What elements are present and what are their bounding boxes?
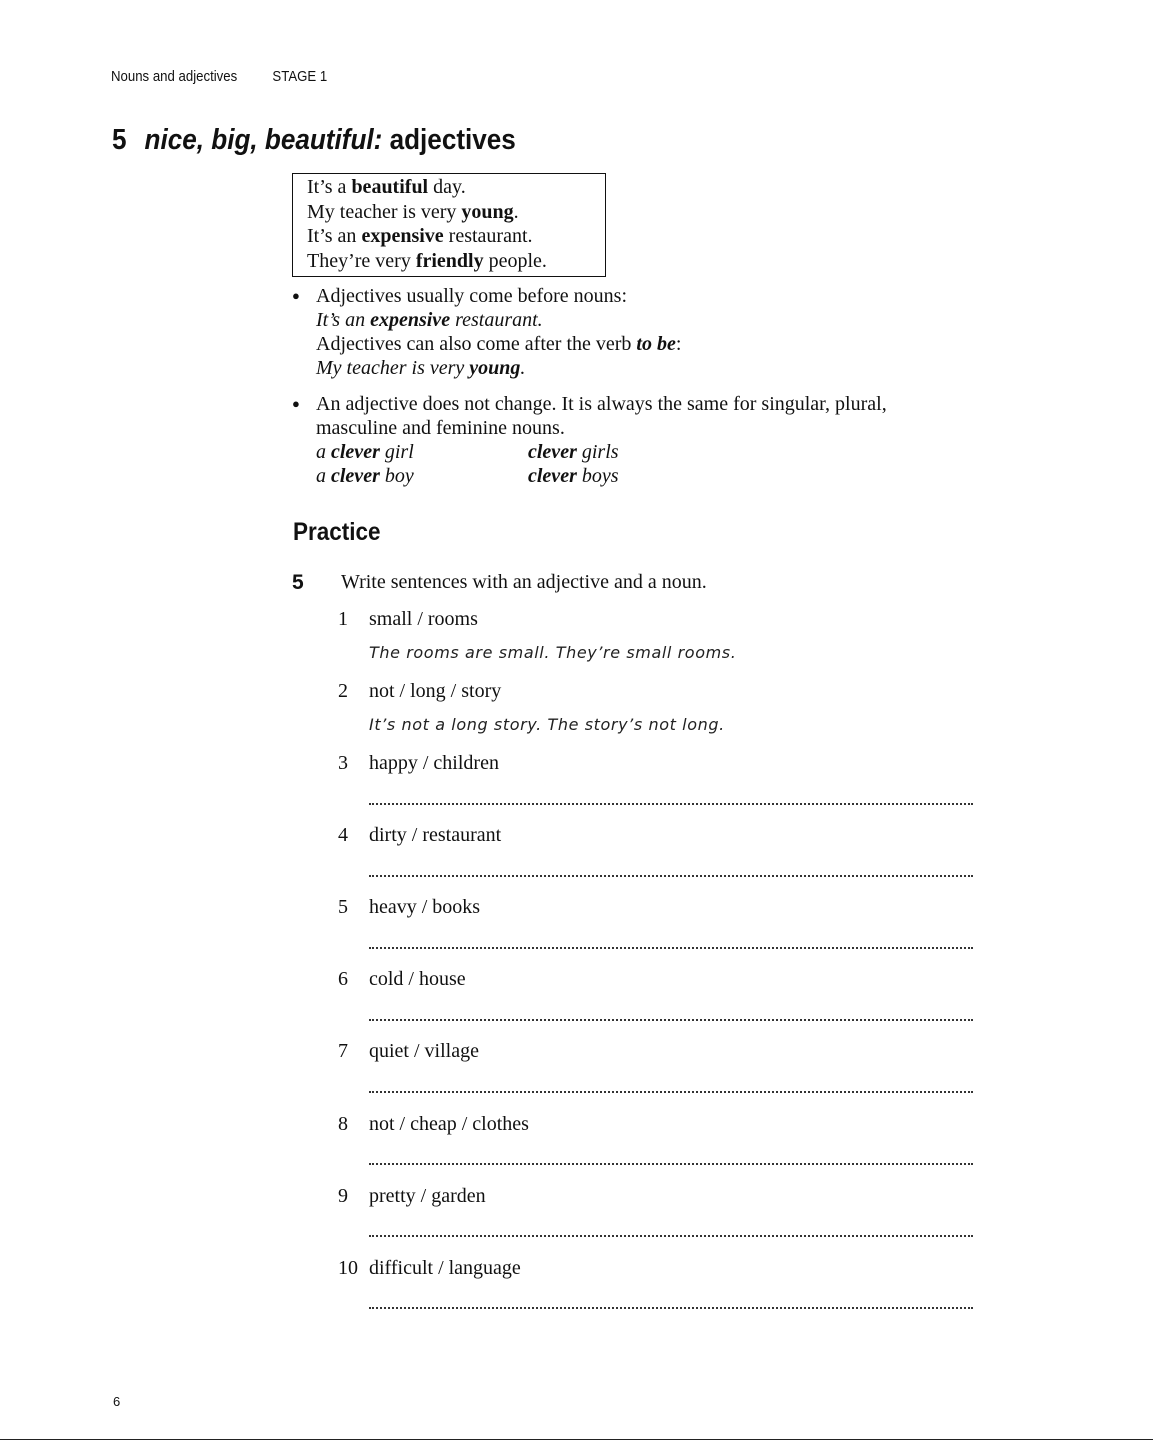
answer-line[interactable] (369, 1235, 973, 1237)
exercise-instruction: Write sentences with an adjective and a noun. (341, 571, 707, 593)
note-text: masculine and feminine nouns. (316, 417, 565, 439)
item-cue: quiet / village (369, 1040, 479, 1062)
item-number: 10 (338, 1257, 358, 1279)
item-number: 3 (338, 752, 348, 774)
item-number: 9 (338, 1185, 348, 1207)
answer-line[interactable] (369, 1091, 973, 1093)
example-box (292, 173, 606, 277)
item-cue: not / cheap / clothes (369, 1113, 529, 1135)
unit-number: 5 (112, 124, 127, 156)
answer-line[interactable] (369, 947, 973, 949)
answer-line[interactable] (369, 875, 973, 877)
example-pair: a clever girl clever girls (316, 441, 619, 463)
note-text: Adjectives can also come after the verb to be: (316, 333, 682, 355)
section-title: Nouns and adjectives (111, 68, 238, 85)
item-number: 1 (338, 608, 348, 630)
unit-title-word: adjectives (389, 124, 516, 156)
item-number: 7 (338, 1040, 348, 1062)
item-number: 2 (338, 680, 348, 702)
item-number: 5 (338, 896, 348, 918)
item-cue: small / rooms (369, 608, 478, 630)
item-cue: not / long / story (369, 680, 502, 702)
unit-title-examples: nice, big, beautiful: (144, 124, 383, 156)
item-cue: dirty / restaurant (369, 824, 502, 846)
answer-line[interactable] (369, 803, 973, 805)
example-line: They’re very friendly people. (307, 249, 547, 272)
item-cue: happy / children (369, 752, 499, 774)
example-line: It’s an expensive restaurant. (307, 225, 533, 247)
item-cue: heavy / books (369, 896, 481, 918)
answer-line[interactable] (369, 1163, 973, 1165)
item-cue: pretty / garden (369, 1185, 486, 1207)
item-answer: It’s not a long story. The story’s not long. (369, 715, 725, 734)
item-number: 6 (338, 968, 348, 990)
note-example: My teacher is very young. (316, 357, 526, 379)
item-cue: cold / house (369, 968, 466, 990)
bullet-icon: ● (292, 396, 300, 411)
answer-line[interactable] (369, 1019, 973, 1021)
practice-heading: Practice (293, 518, 381, 546)
item-number: 8 (338, 1113, 348, 1135)
page-number: 6 (113, 1394, 121, 1409)
bullet-icon: ● (292, 288, 300, 303)
unit-title (112, 124, 516, 157)
item-answer: The rooms are small. They’re small rooms. (369, 643, 737, 662)
example-line: My teacher is very young. (307, 200, 519, 223)
note-text: An adjective does not change. It is always the same for singular, plural, (316, 393, 887, 415)
note-text: Adjectives usually come before nouns: (316, 285, 628, 307)
item-cue: difficult / language (369, 1257, 521, 1279)
stage-label: STAGE 1 (272, 68, 328, 85)
example-pair: a clever boy clever boys (316, 465, 619, 487)
running-head (111, 68, 327, 85)
item-number: 4 (338, 824, 348, 846)
page-edge-rule (0, 1439, 1153, 1440)
note-example: It’s an expensive restaurant. (316, 309, 543, 331)
example-line: It’s a beautiful day. (307, 176, 466, 198)
exercise-number: 5 (292, 571, 304, 594)
answer-line[interactable] (369, 1307, 973, 1309)
